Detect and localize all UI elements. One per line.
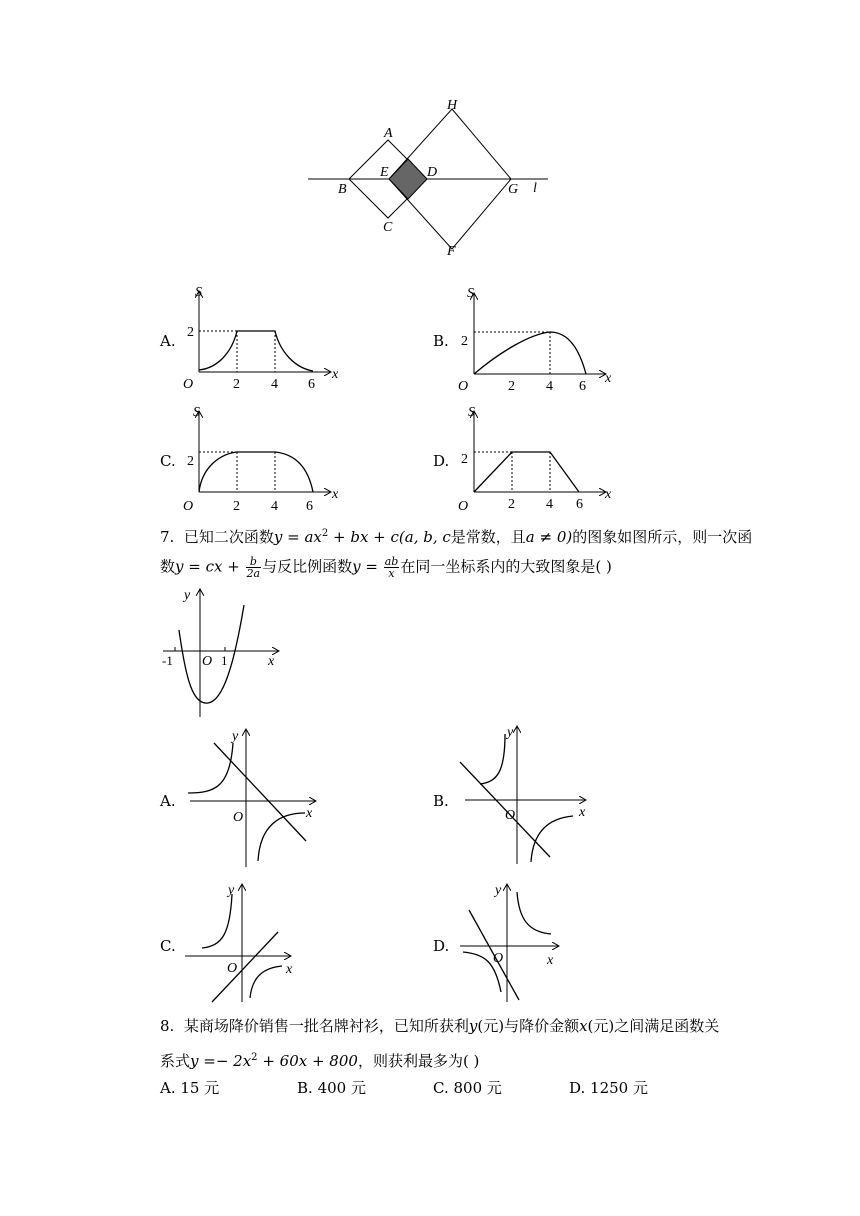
label-b: B — [338, 182, 347, 197]
q8-text-1b: (元)与降价金额 — [477, 1017, 580, 1035]
q7-option-b-letter[interactable]: B. — [433, 792, 449, 810]
axis-x: x — [547, 953, 554, 968]
y-tick: 2 — [461, 334, 468, 349]
label-f: F — [447, 244, 456, 259]
q7-eq1b: + bx + c(a, b, c — [328, 528, 451, 546]
q7-frac2: $\frac{ab}{x}$ — [384, 555, 399, 580]
x-tick-2: 2 — [233, 499, 240, 512]
shaded-overlap — [389, 159, 427, 199]
axis-x: x — [605, 487, 612, 502]
q6-option-d-graph[interactable] — [455, 402, 625, 512]
q7-option-d-graph[interactable] — [455, 880, 580, 1005]
axis-x: x — [268, 654, 275, 669]
q8-line1 — [160, 1016, 719, 1036]
axis-x: x — [332, 487, 339, 502]
y-tick: 2 — [187, 325, 194, 340]
label-a: A — [384, 126, 393, 141]
label-l: l — [533, 181, 537, 196]
q8-text-2b: ，则获利最多为( ) — [357, 1052, 480, 1070]
tick-neg1: -1 — [162, 653, 173, 668]
axis-s: S — [467, 286, 474, 301]
q8-option-a[interactable]: A. 15 元 — [160, 1079, 220, 1097]
q8-text-1c: (元)之间满足函数关 — [587, 1017, 720, 1035]
q8-xvar: x — [579, 1017, 588, 1035]
x-tick-4: 4 — [546, 497, 553, 512]
axis-s: S — [193, 405, 200, 420]
q7-text-1a: 已知二次函数 — [183, 528, 274, 546]
q6-option-a-letter[interactable]: A. — [160, 332, 176, 350]
origin: O — [202, 654, 213, 669]
q8-line2: 系式$y =- 2x^2 + 60x + 800$，则获利最多为( ) — [160, 1052, 480, 1070]
x-tick-4: 4 — [271, 377, 278, 392]
q7-eq1: y = ax — [273, 528, 322, 546]
y-tick: 2 — [187, 454, 194, 469]
q7-eq3: y = — [352, 557, 383, 576]
q7-option-b-graph[interactable] — [455, 722, 600, 867]
label-g: G — [508, 182, 519, 197]
axis-y: y — [495, 883, 502, 898]
q6-option-d-letter[interactable]: D. — [433, 452, 450, 470]
q8-eq: y =− 2x — [190, 1052, 252, 1070]
q6-option-c-letter[interactable]: C. — [160, 452, 176, 470]
x-tick-2: 2 — [508, 379, 515, 392]
origin: O — [505, 808, 516, 823]
tick-pos1: 1 — [221, 653, 228, 668]
q7-parabola-graph — [158, 585, 283, 720]
x-tick-6: 6 — [306, 499, 313, 512]
x-tick-6: 6 — [576, 497, 583, 512]
axis-y: y — [507, 725, 514, 740]
q6-option-a-graph[interactable] — [180, 282, 350, 392]
axis-y: y — [184, 588, 191, 603]
origin: O — [183, 499, 194, 512]
q7-eq2: y = cx + — [175, 557, 245, 576]
label-d: D — [427, 165, 438, 180]
x-tick-2: 2 — [508, 497, 515, 512]
label-c: C — [383, 220, 393, 235]
q7-text-2b: 与反比例函数 — [262, 557, 353, 576]
q7-option-d-letter[interactable]: D. — [433, 937, 450, 955]
geometry-figure — [300, 95, 560, 260]
q6-option-b-letter[interactable]: B. — [433, 332, 449, 350]
y-tick: 2 — [461, 452, 468, 467]
q7-line2 — [160, 556, 612, 579]
q7-text-2a: 数 — [160, 557, 176, 576]
q7-cond: a ≠ 0) — [525, 528, 573, 546]
q8-text-2a: 系式 — [160, 1052, 191, 1070]
axis-x: x — [579, 805, 586, 820]
q8-option-d[interactable]: D. 1250 元 — [569, 1079, 648, 1097]
axis-s: S — [195, 285, 202, 300]
origin: O — [227, 961, 238, 976]
q8-eq-b: + 60x + 800 — [257, 1052, 358, 1070]
q8-number: 8. — [160, 1017, 175, 1035]
x-tick-6: 6 — [579, 379, 586, 392]
axis-x: x — [306, 806, 313, 821]
q7-line1: 7. 已知二次函数$y = ax^2$ + bx + c(a, b, c是常数，且a ≠ 0)的图象如图所示，则一次函 — [160, 528, 753, 546]
origin: O — [458, 379, 469, 392]
q8-option-c[interactable]: C. 800 元 — [433, 1079, 502, 1097]
q7-option-a-letter[interactable]: A. — [160, 792, 176, 810]
axis-y: y — [228, 883, 235, 898]
axis-x: x — [605, 371, 612, 386]
q7-option-c-graph[interactable] — [180, 880, 305, 1005]
origin: O — [493, 951, 504, 966]
q7-frac1: $\frac{b}{2a}$ — [246, 555, 261, 580]
axis-s: S — [468, 405, 475, 420]
q8-option-b[interactable]: B. 400 元 — [297, 1079, 366, 1097]
q6-option-b-graph[interactable] — [455, 282, 625, 392]
q7-text-1b: 是常数，且 — [450, 528, 526, 546]
q8-text-1a: 某商场降价销售一批名牌衬衫，已知所获利 — [183, 1017, 469, 1035]
label-e: E — [380, 165, 389, 180]
x-tick-4: 4 — [271, 499, 278, 512]
q8-yvar: y — [468, 1017, 478, 1035]
origin: O — [458, 499, 469, 512]
axis-y: y — [232, 729, 239, 744]
q7-option-c-letter[interactable]: C. — [160, 937, 176, 955]
label-h: H — [447, 98, 458, 113]
origin: O — [183, 377, 194, 392]
x-tick-4: 4 — [546, 379, 553, 392]
axis-x: x — [332, 367, 339, 382]
q6-option-c-graph[interactable] — [180, 402, 350, 512]
x-tick-6: 6 — [308, 377, 315, 392]
origin: O — [233, 810, 244, 825]
axis-x: x — [286, 962, 293, 977]
q7-option-a-graph[interactable] — [180, 725, 325, 870]
x-tick-2: 2 — [233, 377, 240, 392]
q7-number: 7. — [160, 528, 175, 546]
q7-text-1c: 的图象如图所示，则一次函 — [572, 528, 753, 546]
q7-text-2c: 在同一坐标系内的大致图象是( ) — [400, 557, 612, 576]
